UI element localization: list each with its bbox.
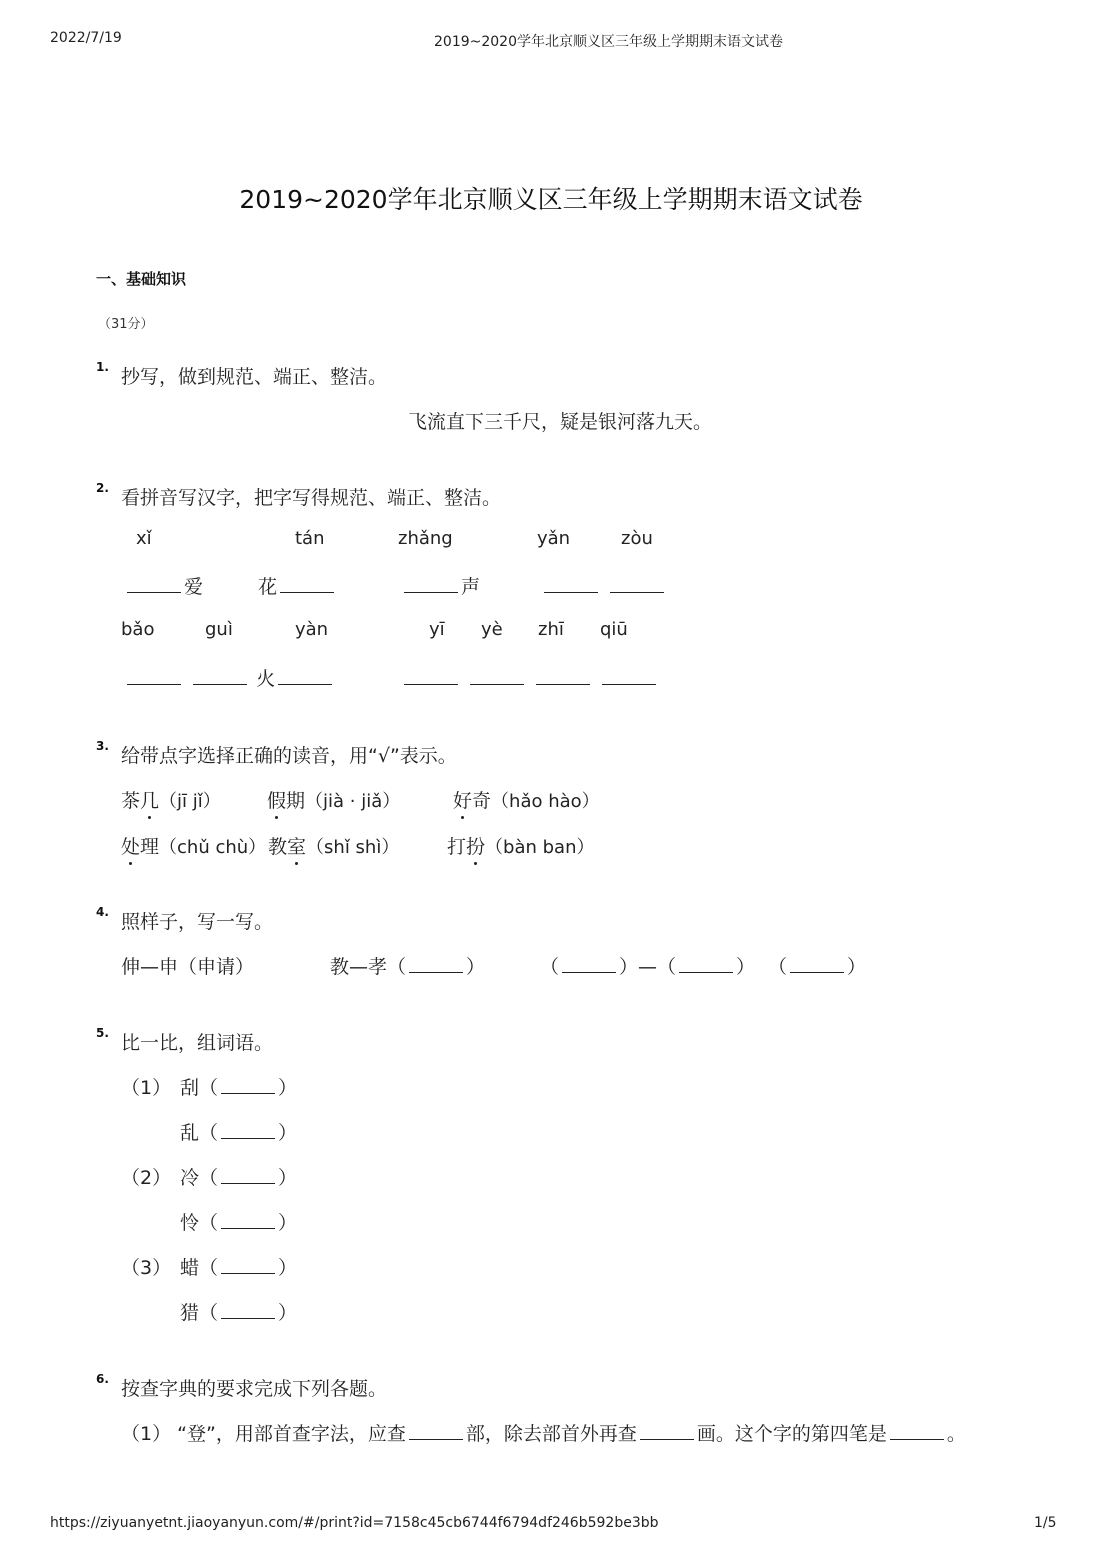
- pinyin-options: （bàn ban）: [485, 837, 595, 858]
- pinyin: xǐ: [136, 528, 152, 549]
- answer-blank[interactable]: [221, 1298, 275, 1319]
- answer-blank[interactable]: [404, 664, 458, 685]
- page-number: 1/5: [1034, 1515, 1057, 1531]
- reading-choice[interactable]: [267, 786, 400, 813]
- answer-blank[interactable]: [278, 664, 332, 685]
- word-item: [180, 1118, 297, 1145]
- pinyin-row1-answers: [124, 572, 203, 599]
- pinyin-options: （jī jǐ）: [159, 791, 221, 812]
- answer-blank[interactable]: [404, 572, 458, 593]
- char: 期: [286, 790, 306, 812]
- reading-choice[interactable]: [121, 786, 221, 813]
- char: 蜡: [180, 1257, 200, 1279]
- pinyin-row1-answers: [541, 572, 667, 598]
- fill-item: [768, 952, 866, 979]
- bracket: （: [199, 1212, 219, 1234]
- pinyin-options: （jià · jiǎ）: [305, 791, 401, 812]
- answer-blank[interactable]: [790, 952, 844, 973]
- char: 理: [140, 836, 160, 858]
- section-title: 一、基础知识: [96, 270, 187, 288]
- print-date: 2022/7/19: [50, 30, 122, 46]
- bracket: （: [768, 956, 788, 978]
- group-label: （2）: [121, 1167, 172, 1189]
- word-item: [180, 1163, 297, 1190]
- word-item: [180, 1253, 297, 1280]
- char: 打: [447, 836, 467, 858]
- pinyin-options: （shǐ shì）: [306, 837, 400, 858]
- pinyin: qiū: [600, 619, 628, 640]
- dictionary-subquestion: [121, 1419, 966, 1446]
- fill-item: [330, 952, 485, 979]
- pinyin-row1-answers: [258, 572, 337, 599]
- answer-blank[interactable]: [562, 952, 616, 973]
- char: 冷: [180, 1167, 200, 1189]
- pinyin-row2-answers: [401, 664, 659, 690]
- question-number: 6.: [96, 1372, 109, 1386]
- document-title: 2019~2020学年北京顺义区三年级上学期期末语文试卷: [239, 185, 863, 214]
- group-label: （1）: [121, 1077, 172, 1099]
- bracket: ）: [736, 956, 756, 978]
- bracket: （: [199, 1122, 219, 1144]
- sub-text: 。: [946, 1423, 966, 1445]
- char: 奇: [472, 790, 492, 812]
- answer-blank[interactable]: [193, 664, 247, 685]
- bracket: （: [199, 1257, 219, 1279]
- bracket: ）: [278, 1122, 298, 1144]
- answer-blank[interactable]: [221, 1163, 275, 1184]
- copy-line: 飞流直下三千尺，疑是银河落九天。: [408, 411, 713, 433]
- question-number: 5.: [96, 1026, 109, 1040]
- char: 刮: [180, 1077, 200, 1099]
- question-number: 2.: [96, 481, 109, 495]
- answer-blank[interactable]: [409, 1419, 463, 1440]
- pinyin: zòu: [621, 528, 653, 549]
- print-header-title: 2019~2020学年北京顺义区三年级上学期期末语文试卷: [434, 34, 783, 50]
- section-score: （31分）: [98, 317, 154, 332]
- bracket: ）: [278, 1167, 298, 1189]
- answer-blank[interactable]: [602, 664, 656, 685]
- answer-blank[interactable]: [536, 664, 590, 685]
- pinyin: yàn: [295, 619, 329, 640]
- pinyin: guì: [205, 619, 233, 640]
- char: 乱: [180, 1122, 200, 1144]
- bracket: ）: [278, 1257, 298, 1279]
- answer-blank[interactable]: [890, 1419, 944, 1440]
- char: 怜: [180, 1212, 200, 1234]
- question-number: 3.: [96, 739, 109, 753]
- word-item: [180, 1208, 297, 1235]
- answer-blank[interactable]: [470, 664, 524, 685]
- answer-blank[interactable]: [221, 1073, 275, 1094]
- pinyin: zhī: [538, 619, 564, 640]
- dotted-char: 几: [140, 786, 159, 813]
- example-text: 伸—申（申请）: [121, 956, 255, 978]
- answer-blank[interactable]: [640, 1419, 694, 1440]
- group-label: （3）: [121, 1257, 172, 1279]
- bracket: （: [199, 1167, 219, 1189]
- question-text: 比一比，组词语。: [121, 1032, 274, 1054]
- pinyin: yī: [429, 619, 445, 640]
- answer-blank[interactable]: [221, 1208, 275, 1229]
- question-text: 给带点字选择正确的读音，用“√”表示。: [121, 745, 457, 767]
- item-text: 教—孝（: [330, 956, 407, 978]
- pinyin-options: （chǔ chù）: [159, 837, 267, 858]
- question-text: 照样子，写一写。: [121, 911, 274, 933]
- dotted-char: 室: [287, 832, 306, 859]
- sub-text: 画。这个字的第四笔是: [696, 1423, 887, 1445]
- reading-choice[interactable]: [268, 832, 399, 859]
- answer-blank[interactable]: [127, 664, 181, 685]
- reading-choice[interactable]: [121, 832, 266, 859]
- answer-blank[interactable]: [679, 952, 733, 973]
- answer-blank[interactable]: [127, 572, 181, 593]
- dotted-char: 扮: [466, 832, 485, 859]
- given-char: 火: [256, 668, 276, 690]
- answer-blank[interactable]: [221, 1253, 275, 1274]
- bracket: （: [199, 1302, 219, 1324]
- pinyin: tán: [295, 528, 325, 549]
- bracket: ）: [278, 1212, 298, 1234]
- fill-item: [540, 952, 755, 979]
- reading-choice[interactable]: [453, 786, 600, 813]
- question-text: 抄写，做到规范、端正、整洁。: [121, 366, 388, 388]
- pinyin-options: （hǎo hào）: [491, 791, 600, 812]
- bracket: （: [540, 956, 560, 978]
- question-text: 按查字典的要求完成下列各题。: [121, 1378, 388, 1400]
- char: 猎: [180, 1302, 200, 1324]
- answer-blank[interactable]: [610, 572, 664, 593]
- bracket: ）: [278, 1077, 298, 1099]
- pinyin: bǎo: [121, 619, 155, 640]
- word-item: [180, 1298, 297, 1325]
- reading-choice[interactable]: [447, 832, 594, 859]
- bracket: ）: [847, 956, 867, 978]
- char: 教: [268, 836, 288, 858]
- answer-blank[interactable]: [221, 1118, 275, 1139]
- given-char: 花: [258, 576, 278, 598]
- bracket: ）: [466, 956, 486, 978]
- dotted-char: 好: [453, 786, 472, 813]
- pinyin: zhǎng: [398, 528, 453, 549]
- question-text: 看拼音写汉字，把字写得规范、端正、整洁。: [121, 487, 502, 509]
- question-number: 4.: [96, 905, 109, 919]
- sub-text: “登”，用部首查字法，应查: [177, 1423, 406, 1445]
- word-item: [180, 1073, 297, 1100]
- given-char: 爱: [184, 576, 204, 598]
- pinyin: yè: [481, 619, 503, 640]
- bracket: ）: [278, 1302, 298, 1324]
- item-text: ）—（: [619, 956, 677, 978]
- answer-blank[interactable]: [280, 572, 334, 593]
- sub-text: 部，除去部首外再查: [465, 1423, 637, 1445]
- sub-label: （1）: [121, 1423, 172, 1445]
- print-url: https://ziyuanyetnt.jiaoyanyun.com/#/print?id=7158c45cb6744f6794df246b592be3bb: [50, 1515, 659, 1531]
- answer-blank[interactable]: [409, 952, 463, 973]
- pinyin-row2-answers: [124, 664, 335, 691]
- answer-blank[interactable]: [544, 572, 598, 593]
- pinyin: yǎn: [537, 528, 571, 549]
- dotted-char: 假: [267, 786, 286, 813]
- dotted-char: 处: [121, 832, 140, 859]
- question-number: 1.: [96, 360, 109, 374]
- given-char: 声: [461, 576, 481, 598]
- char: 茶: [121, 790, 141, 812]
- pinyin-row1-answers: [401, 572, 480, 599]
- bracket: （: [199, 1077, 219, 1099]
